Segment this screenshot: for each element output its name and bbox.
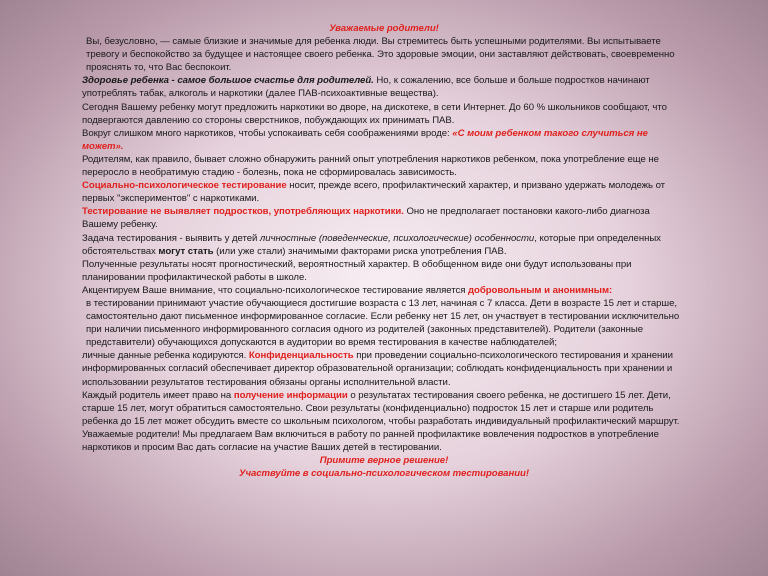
anonymous-term: анонимным: bbox=[552, 284, 613, 296]
paragraph-information bbox=[82, 389, 686, 428]
voluntary-text: Акцентируем Ваше внимание, что социально-психологическое тестирование является bbox=[82, 284, 469, 296]
paragraph-no-detection bbox=[82, 205, 686, 231]
footer-line-participate: Участвуйте в социально-психологическом тестировании! bbox=[239, 468, 529, 480]
health-emphasis: Здоровье ребенка - самое большое счастье для родителей. bbox=[82, 75, 374, 87]
paragraph-voluntary bbox=[82, 284, 686, 297]
confidentiality-text-1: личные данные ребенка кодируются. bbox=[82, 350, 249, 362]
testing-term: Социально-психологическое тестирование bbox=[82, 180, 287, 192]
no-detection-text: Оно не предполагает постановки какого-либо диагноза Вашему ребенку. bbox=[82, 206, 650, 231]
confidentiality-text-2: при проведении социально-психологического тестирования и хранении информированных согласий обеспечивает директор образовательной организации; соблюдать конфиденциальность при хранении и использовании результатов тестирования обязаны органы исполнительной власти. bbox=[82, 350, 673, 388]
information-term: получение информации bbox=[233, 389, 348, 401]
task-text-3: (или уже стали) значимыми факторами риска употребления ПАВ. bbox=[213, 245, 507, 257]
paragraph-participation: в тестировании принимают участие обучающиеся достигшие возраста с 13 лет, начиная с 7 класса. Дети в возрасте 15 лет и старше, самостоятельно дают письменное информированное согласие. Если ребенку нет 15 лет, он участвует в тестировании исключительно при наличии письменного информированного согласия одного из родителей (законных представителей). Родители (законные представители) обучающихся допускаются в аудитории во время тестирования в качестве наблюдателей; bbox=[86, 297, 680, 349]
voluntary-and: и bbox=[541, 284, 553, 296]
paragraph-health bbox=[82, 74, 686, 100]
information-text-2: о результатах тестирования своего ребенка, не достигшего 15 лет. Дети, старше 15 лет, могут обратиться самостоятельно. Свои результаты (конфиденциально) подросток 15 лет и старше или родитель ребенка до 15 лет может обсудить вместе со школьным психологом, чтобы разработать индивидуальный профилактический маршрут. bbox=[82, 389, 680, 427]
paragraph-results: Полученные результаты носят прогностический, вероятностный характер. В обобщенном виде они будут использованы при планировании профилактической работы в школе. bbox=[82, 258, 632, 283]
task-text-1: Задача тестирования - выявить у детей bbox=[82, 232, 260, 244]
task-text-2: , которые при определенных обстоятельствах bbox=[82, 232, 661, 257]
reassurance-text: Вокруг слишком много наркотиков, чтобы успокаивать себя соображениями вроде: bbox=[82, 127, 453, 139]
letter-document bbox=[82, 22, 686, 480]
health-text: Но, к сожалению, все больше и больше подростков начинают употреблять табак, алкоголь и наркотики (далее ПАВ-психоактивные вещества). bbox=[82, 75, 650, 100]
no-detection-emphasis: Тестирование не выявляет подростков, употребляющих наркотики. bbox=[82, 206, 404, 218]
page-title: Уважаемые родители! bbox=[329, 23, 439, 34]
voluntary-term: добровольным bbox=[468, 284, 542, 296]
paragraph-early-detection: Родителям, как правило, бывает сложно обнаружить ранний опыт употребления наркотиков ребенком, пока употребление еще не переросло в необратимую стадию - болезнь, пока не сформировалась зависимость. bbox=[82, 153, 659, 179]
paragraph-confidentiality bbox=[82, 349, 686, 388]
task-features: личностные (поведенческие, психологические) особенности bbox=[259, 232, 535, 244]
paragraph-pressure: Сегодня Вашему ребенку могут предложить наркотики во дворе, на дискотеке, в сети Интернет. До 60 % школьников сообщают, что подвергаются давлению со стороны сверстников, побуждающих их принимать ПАВ. bbox=[82, 101, 667, 126]
paragraph-intro: Вы, безусловно, — самые близкие и значимые для ребенка люди. Вы стремитесь быть успешными родителями. Вы испытываете тревогу и беспокойство за будущее и настоящее своего ребенка. Это здоровые эмоции, они заставляют действовать, своевременно прояснять то, что Вас беспокоит. bbox=[86, 36, 675, 74]
footer-line-decision: Примите верное решение! bbox=[319, 455, 449, 467]
confidentiality-term: Конфиденциальность bbox=[248, 350, 354, 362]
information-text-1: Каждый родитель имеет право на bbox=[82, 389, 234, 401]
paragraph-task bbox=[82, 232, 686, 258]
paragraph-reassurance bbox=[82, 127, 686, 153]
paragraph-testing-purpose bbox=[82, 179, 686, 205]
reassurance-quote: «С моим ребенком такого случиться не может». bbox=[82, 127, 648, 152]
task-may-become: могут стать bbox=[158, 245, 214, 257]
paragraph-appeal: Уважаемые родители! Мы предлагаем Вам включиться в работу по ранней профилактике вовлечения подростков в употребление наркотиков и просим Вас дать согласие на участие Ваших детей в тестировании. bbox=[82, 428, 659, 453]
testing-purpose-text: носит, прежде всего, профилактический характер, и призвано удержать молодежь от первых "экспериментов" с наркотиками. bbox=[82, 180, 666, 205]
